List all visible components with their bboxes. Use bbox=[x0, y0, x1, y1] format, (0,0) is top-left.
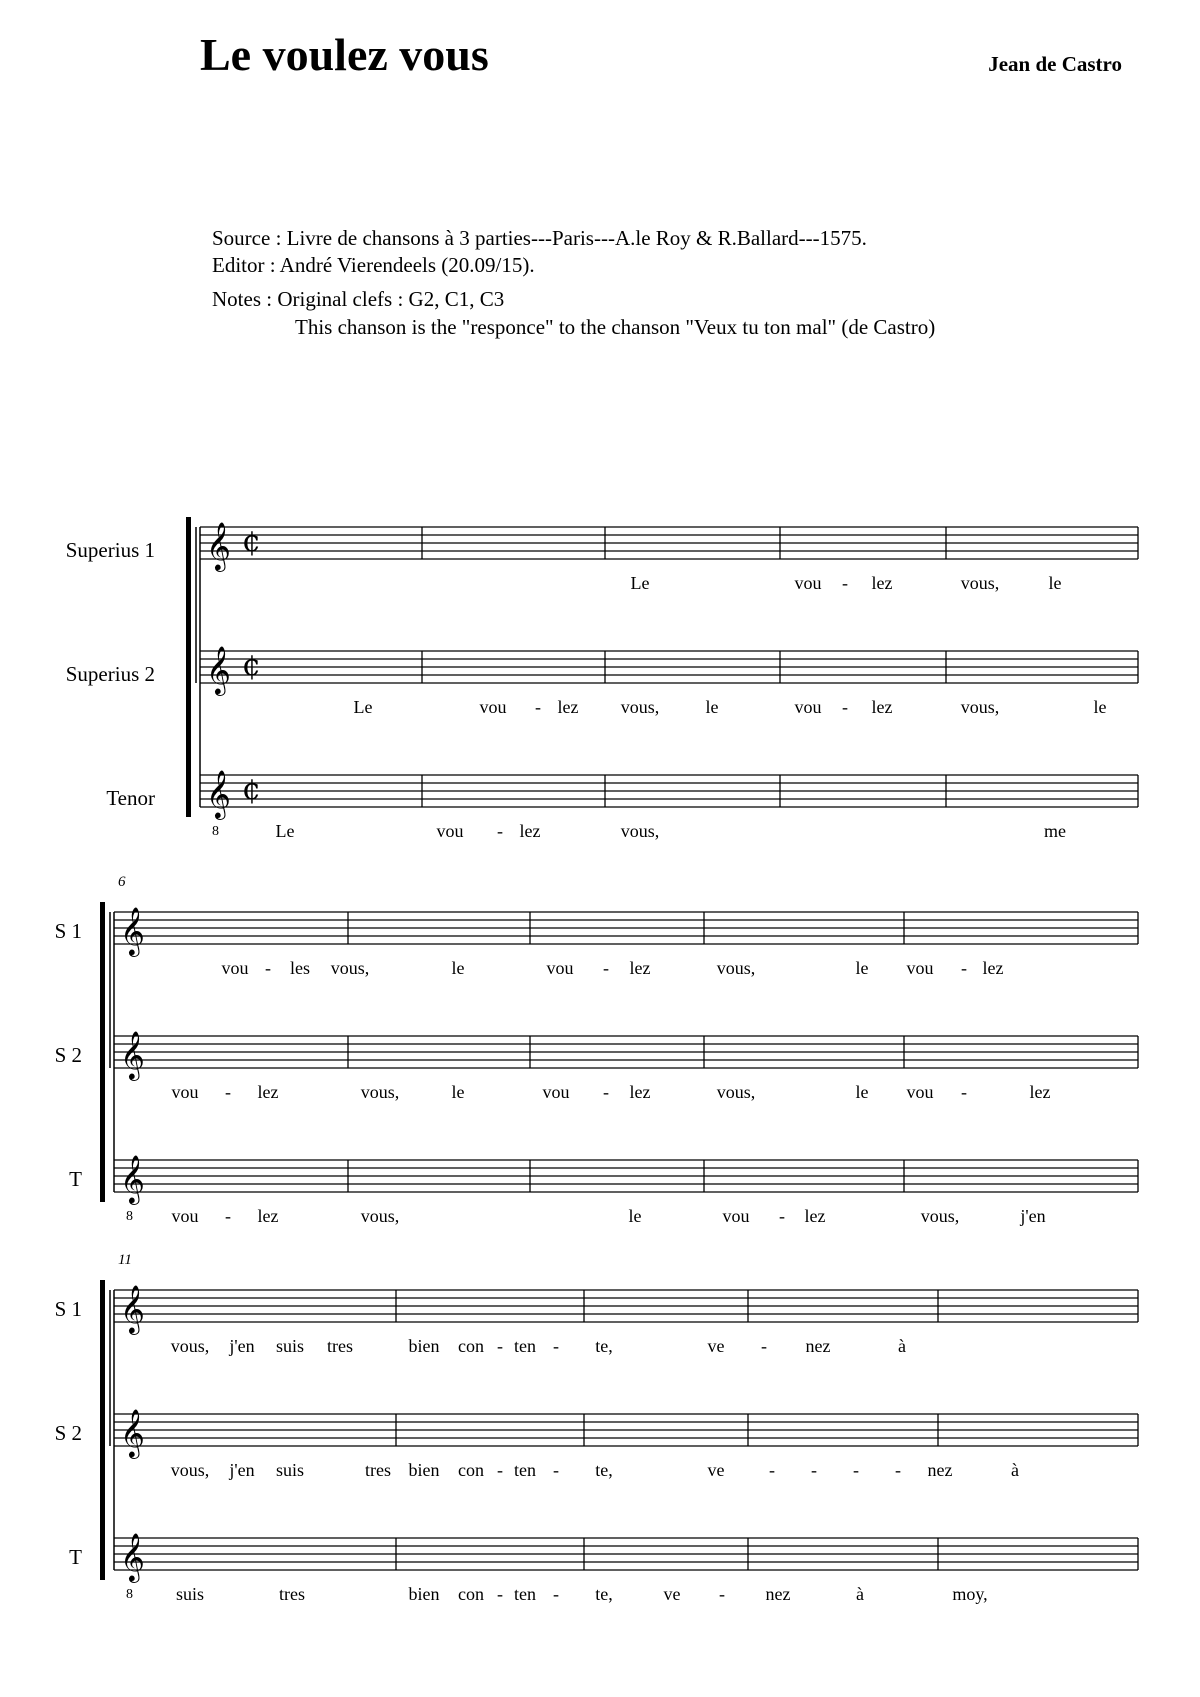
treble-clef-icon: 𝄞 bbox=[120, 1532, 145, 1581]
lyric-syllable: le bbox=[1093, 697, 1107, 717]
lyric-syllable: vous, bbox=[960, 697, 1000, 717]
lyric-syllable: vous, bbox=[620, 821, 660, 841]
lyric-syllable: - bbox=[811, 1460, 817, 1480]
lyric-syllable: con bbox=[458, 1336, 484, 1356]
lyric-syllable: lez bbox=[871, 697, 893, 717]
treble-clef-icon: 𝄞 bbox=[206, 769, 231, 818]
lyric-syllable: nez bbox=[927, 1460, 953, 1480]
system-bracket bbox=[186, 517, 191, 817]
lyric-syllable: j'en bbox=[1020, 1206, 1046, 1226]
lyric-syllable: - bbox=[761, 1336, 767, 1356]
part-label-tenor: Tenor bbox=[106, 786, 155, 810]
lyric-syllable: - bbox=[719, 1584, 725, 1604]
lyric-syllable: le bbox=[1048, 573, 1062, 593]
system-bracket bbox=[100, 902, 105, 1202]
lyric-syllable: - bbox=[961, 1082, 967, 1102]
lyric-syllable: Le bbox=[353, 697, 373, 717]
lyric-syllable: vou bbox=[479, 697, 507, 717]
lyric-syllable: Le bbox=[630, 573, 650, 593]
octave-mark: 8 bbox=[126, 1209, 133, 1224]
notes-line-2: This chanson is the "responce" to the chanson "Veux tu ton mal" (de Castro) bbox=[295, 315, 936, 339]
measure-number: 11 bbox=[118, 1252, 132, 1268]
lyric-syllable: lez bbox=[257, 1082, 279, 1102]
treble-clef-icon: 𝄞 bbox=[120, 1284, 145, 1333]
part-label-s2: S 2 bbox=[54, 1421, 82, 1445]
lyric-syllable: ten bbox=[514, 1460, 536, 1480]
lyric-syllable: vous, bbox=[170, 1460, 210, 1480]
lyric-syllable: moy, bbox=[952, 1584, 988, 1604]
lyric-syllable: suis bbox=[175, 1584, 205, 1604]
lyric-syllable: - bbox=[497, 1584, 503, 1604]
lyric-syllable: - bbox=[603, 1082, 609, 1102]
lyric-syllable: - bbox=[842, 697, 848, 717]
treble-clef-icon: 𝄞 bbox=[206, 645, 231, 694]
lyric-syllable: ve bbox=[707, 1460, 725, 1480]
lyric-syllable: con bbox=[458, 1584, 484, 1604]
lyric-syllable: lez bbox=[1029, 1082, 1051, 1102]
lyric-syllable: - bbox=[779, 1206, 785, 1226]
lyric-syllable: ten bbox=[514, 1336, 536, 1356]
lyric-syllable: vous, bbox=[170, 1336, 210, 1356]
lyric-syllable: - bbox=[842, 573, 848, 593]
lyric-syllable: le bbox=[451, 958, 465, 978]
treble-clef-icon: 𝄞 bbox=[120, 1408, 145, 1457]
lyric-syllable: - bbox=[553, 1460, 559, 1480]
lyric-syllable: te, bbox=[595, 1460, 613, 1480]
lyric-syllable: vou bbox=[906, 1082, 934, 1102]
part-label-superius-2: Superius 2 bbox=[65, 662, 155, 686]
lyric-syllable: nez bbox=[805, 1336, 831, 1356]
lyric-syllable: ve bbox=[707, 1336, 725, 1356]
lyric-syllable: lez bbox=[257, 1206, 279, 1226]
lyric-syllable: te, bbox=[595, 1336, 613, 1356]
lyric-syllable: vous, bbox=[620, 697, 660, 717]
octave-mark: 8 bbox=[126, 1587, 133, 1602]
lyric-syllable: - bbox=[535, 697, 541, 717]
lyric-syllable: vou bbox=[722, 1206, 750, 1226]
part-label-superius-1: Superius 1 bbox=[65, 538, 155, 562]
measure-number: 6 bbox=[118, 874, 126, 890]
lyric-syllable: le bbox=[628, 1206, 642, 1226]
lyric-syllable: vou bbox=[794, 573, 822, 593]
lyric-syllable: - bbox=[895, 1460, 901, 1480]
composer-name: Jean de Castro bbox=[988, 52, 1122, 76]
treble-clef-icon: 𝄞 bbox=[120, 906, 145, 955]
lyric-syllable: - bbox=[497, 1336, 503, 1356]
lyric-syllable: vou bbox=[546, 958, 574, 978]
lyric-syllable: à bbox=[856, 1584, 864, 1604]
lyric-syllable: le bbox=[705, 697, 719, 717]
lyric-syllable: - bbox=[225, 1206, 231, 1226]
lyric-syllable: le bbox=[855, 1082, 869, 1102]
system-bracket bbox=[100, 1280, 105, 1580]
lyric-syllable: vous, bbox=[716, 958, 756, 978]
lyric-syllable: vous, bbox=[330, 958, 370, 978]
treble-clef-icon: 𝄞 bbox=[120, 1154, 145, 1203]
source-note: Source : Livre de chansons à 3 parties---Paris---A.le Roy & R.Ballard---1575. bbox=[212, 226, 867, 250]
part-label-s1: S 1 bbox=[54, 919, 82, 943]
lyric-syllable: - bbox=[553, 1584, 559, 1604]
treble-clef-icon: 𝄞 bbox=[206, 521, 231, 570]
part-label-t: T bbox=[69, 1545, 82, 1569]
lyric-syllable: - bbox=[497, 1460, 503, 1480]
lyric-syllable: me bbox=[1044, 821, 1066, 841]
lyric-syllable: - bbox=[497, 821, 503, 841]
time-signature: ¢ bbox=[242, 772, 262, 807]
lyric-syllable: à bbox=[1011, 1460, 1019, 1480]
lyric-syllable: vou bbox=[906, 958, 934, 978]
lyric-syllable: à bbox=[898, 1336, 906, 1356]
page-title: Le voulez vous bbox=[200, 29, 489, 80]
lyric-syllable: vous, bbox=[960, 573, 1000, 593]
lyric-syllable: j'en bbox=[229, 1460, 255, 1480]
lyric-syllable: te, bbox=[595, 1584, 613, 1604]
lyric-syllable: vous, bbox=[716, 1082, 756, 1102]
lyric-syllable: con bbox=[458, 1460, 484, 1480]
lyric-syllable: ten bbox=[514, 1584, 536, 1604]
lyric-syllable: suis bbox=[275, 1460, 305, 1480]
lyric-syllable: lez bbox=[629, 1082, 651, 1102]
lyric-syllable: nez bbox=[765, 1584, 791, 1604]
lyric-syllable: tres bbox=[365, 1460, 391, 1480]
octave-mark: 8 bbox=[212, 824, 219, 839]
lyric-syllable: vou bbox=[794, 697, 822, 717]
lyric-syllable: lez bbox=[804, 1206, 826, 1226]
lyric-syllable: vou bbox=[171, 1206, 199, 1226]
part-label-t: T bbox=[69, 1167, 82, 1191]
lyric-syllable: vou bbox=[171, 1082, 199, 1102]
lyric-syllable: tres bbox=[327, 1336, 353, 1356]
treble-clef-icon: 𝄞 bbox=[120, 1030, 145, 1079]
part-label-s2: S 2 bbox=[54, 1043, 82, 1067]
part-label-s1: S 1 bbox=[54, 1297, 82, 1321]
lyric-syllable: vou bbox=[436, 821, 464, 841]
lyric-syllable: lez bbox=[871, 573, 893, 593]
lyric-syllable: lez bbox=[629, 958, 651, 978]
lyric-syllable: le bbox=[451, 1082, 465, 1102]
time-signature: ¢ bbox=[242, 524, 262, 559]
lyric-syllable: ve bbox=[663, 1584, 681, 1604]
lyric-syllable: suis bbox=[275, 1336, 305, 1356]
lyric-syllable: lez bbox=[557, 697, 579, 717]
lyric-syllable: - bbox=[853, 1460, 859, 1480]
lyric-syllable: vous, bbox=[920, 1206, 960, 1226]
lyric-syllable: vous, bbox=[360, 1082, 400, 1102]
lyric-syllable: - bbox=[603, 958, 609, 978]
lyric-syllable: bien bbox=[408, 1460, 440, 1480]
lyric-syllable: le bbox=[855, 958, 869, 978]
lyric-syllable: vou bbox=[542, 1082, 570, 1102]
lyric-syllable: bien bbox=[408, 1336, 440, 1356]
lyric-syllable: bien bbox=[408, 1584, 440, 1604]
lyric-syllable: tres bbox=[279, 1584, 305, 1604]
lyric-syllable: - bbox=[553, 1336, 559, 1356]
lyric-syllable: lez bbox=[982, 958, 1004, 978]
lyric-syllable: - bbox=[225, 1082, 231, 1102]
lyric-syllable: - bbox=[961, 958, 967, 978]
lyric-syllable: les bbox=[290, 958, 310, 978]
notes-line-1: Notes : Original clefs : G2, C1, C3 bbox=[212, 287, 505, 311]
editor-note: Editor : André Vierendeels (20.09/15). bbox=[212, 253, 535, 277]
lyric-syllable: j'en bbox=[229, 1336, 255, 1356]
lyric-syllable: - bbox=[769, 1460, 775, 1480]
lyric-syllable: - bbox=[265, 958, 271, 978]
lyric-syllable: vous, bbox=[360, 1206, 400, 1226]
lyric-syllable: Le bbox=[275, 821, 295, 841]
time-signature: ¢ bbox=[242, 648, 262, 683]
lyric-syllable: vou bbox=[221, 958, 249, 978]
lyric-syllable: lez bbox=[519, 821, 541, 841]
